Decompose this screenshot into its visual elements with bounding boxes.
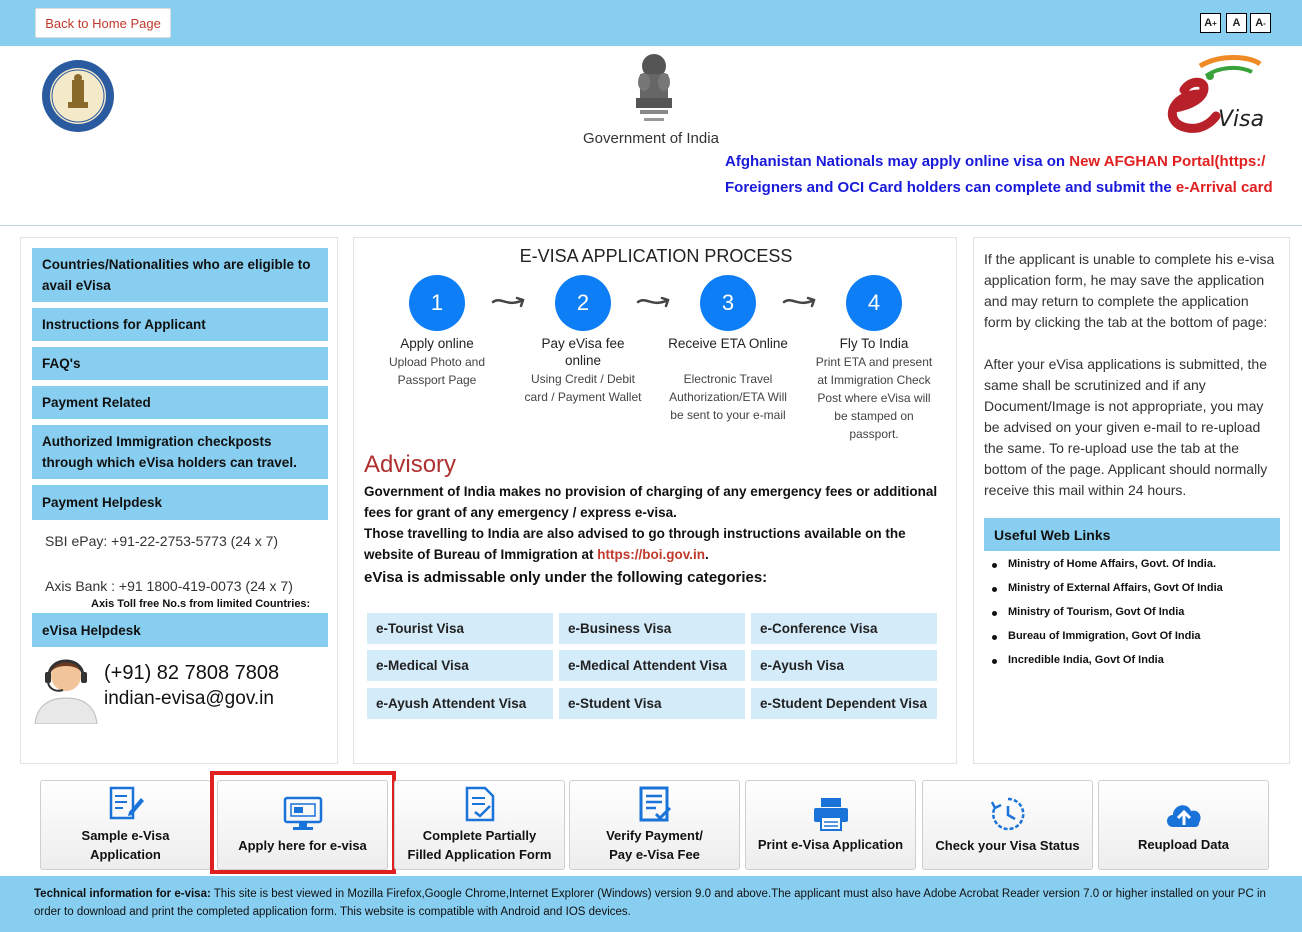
ticker-afghan-link[interactable]: New AFGHAN Portal(https:/ <box>1069 153 1266 170</box>
apply-button-highlight <box>210 771 396 874</box>
font-normal-label: A <box>1232 17 1241 29</box>
step-4-desc: Print ETA and present at Immigration Check Post where eVisa will be stamped on passport. <box>815 355 933 441</box>
ticker-earrival-text: Foreigners and OCI Card holders can complete and submit the <box>725 179 1176 196</box>
sidebar-item-faqs[interactable]: FAQ's <box>32 347 328 380</box>
link-external-affairs[interactable] <box>992 582 1223 594</box>
sbi-helpline: SBI ePay: +91-22-2753-5773 (24 x 7) <box>45 533 279 549</box>
link-home-affairs-label: Ministry of Home Affairs, Govt. Of India. <box>1008 558 1217 570</box>
axis-tollfree-link[interactable]: Axis Toll free No.s from limited Countries: <box>91 598 311 610</box>
technical-info-text: This site is best viewed in Mozilla Firefox,Google Chrome,Internet Explorer (Windows) version 9.0 and above.The applicant must also have Adobe Acrobat Reader version 7.0 or higher installed on your PC in order to download and print the completed application form. This website is compatible with Android and IOS devices. <box>34 888 1266 918</box>
reupload-info: After your eVisa applications is submitted, the same shall be scrutinized and if any Document/Image is not appropriate, you may be advised on your given e-mail to re-upload the same. To re-upload use the tab at the bottom of the page. Applicant should normally receive this mail within 24 hours. <box>984 356 1268 498</box>
advisory-line-2-text: Those travelling to India are also advised to go through instructions available on the website of Bureau of Immigration at <box>364 526 906 562</box>
visa-category-medical-attendent[interactable]: e-Medical Attendent Visa <box>559 650 745 681</box>
visa-category-ayush[interactable]: e-Ayush Visa <box>751 650 937 681</box>
link-home-affairs[interactable] <box>992 558 1216 570</box>
step-arrow-icon <box>782 292 818 312</box>
technical-info-bar <box>0 876 1302 932</box>
evisa-logo-icon <box>1160 54 1268 136</box>
font-decrease-label: A <box>1255 17 1264 29</box>
clock-history-icon <box>990 796 1026 832</box>
national-emblem-icon <box>630 52 678 130</box>
step-2-desc: Using Credit / Debit card / Payment Wallet <box>524 372 642 404</box>
advisory-line-2-end: . <box>705 547 709 562</box>
check-visa-status-button[interactable] <box>922 780 1093 870</box>
bureau-of-immigration-seal-icon <box>40 58 116 134</box>
visa-category-student[interactable]: e-Student Visa <box>559 688 745 719</box>
visa-category-medical[interactable]: e-Medical Visa <box>367 650 553 681</box>
verify-payment-label <box>606 826 703 864</box>
sample-evisa-label <box>82 826 170 864</box>
sample-evisa-line1: Sample e-Visa <box>81 828 170 843</box>
font-decrease-sup: - <box>1263 18 1266 28</box>
categories-heading: eVisa is admissable only under the following categories: <box>364 569 768 586</box>
document-check-icon <box>463 786 497 822</box>
visa-category-student-dependent[interactable]: e-Student Dependent Visa <box>751 688 937 719</box>
step-1-circle: 1 <box>409 275 465 331</box>
step-4-circle: 4 <box>846 275 902 331</box>
link-external-affairs-label: Ministry of External Affairs, Govt Of India <box>1008 582 1223 594</box>
useful-links-heading: Useful Web Links <box>984 518 1280 551</box>
font-increase-label: A <box>1204 17 1213 29</box>
evisa-logo-text: Visa <box>1218 107 1265 132</box>
verify-payment-line2: Pay e-Visa Fee <box>609 847 700 862</box>
footer-actions <box>20 766 1290 878</box>
bullet-icon <box>992 563 997 568</box>
font-increase-sup: + <box>1212 18 1217 28</box>
link-tourism-label: Ministry of Tourism, Govt Of India <box>1008 606 1185 618</box>
document-edit-icon <box>107 786 145 822</box>
back-to-home-button[interactable]: Back to Home Page <box>35 8 171 38</box>
step-3-circle: 3 <box>700 275 756 331</box>
step-1-title: Apply online <box>400 336 474 351</box>
step-2-circle: 2 <box>555 275 611 331</box>
left-panel <box>20 237 338 764</box>
process-title: E-VISA APPLICATION PROCESS <box>519 246 793 266</box>
visa-category-ayush-attendent[interactable]: e-Ayush Attendent Visa <box>367 688 553 719</box>
technical-info-label: Technical information for e-visa: <box>34 888 211 900</box>
check-visa-status-label: Check your Visa Status <box>935 837 1080 853</box>
print-evisa-label: Print e-Visa Application <box>757 836 904 852</box>
verify-payment-line1: Verify Payment/ <box>606 828 703 843</box>
sample-evisa-line2: Application <box>90 847 161 862</box>
complete-partial-line2: Filled Application Form <box>407 847 552 862</box>
advisory-line-1: Government of India makes no provision of charging of any emergency fees or additional fees for grant of any emergency / express e-visa. <box>364 484 938 520</box>
advisory-text <box>364 481 944 565</box>
advisory-line-2 <box>364 523 944 565</box>
boi-link[interactable]: https://boi.gov.in <box>597 547 706 562</box>
helpdesk-phone: (+91) 82 7808 7808 <box>104 662 280 684</box>
link-bureau-immigration-label: Bureau of Immigration, Govt Of India <box>1008 630 1201 642</box>
bullet-icon <box>992 611 997 616</box>
link-incredible-india[interactable] <box>992 654 1164 666</box>
printer-icon <box>812 797 850 831</box>
sidebar-item-evisa-helpdesk[interactable]: eVisa Helpdesk <box>32 613 328 647</box>
sidebar-item-eligible-countries[interactable]: Countries/Nationalities who are eligible to avail eVisa <box>32 248 328 302</box>
ticker-afghan[interactable] <box>725 153 1302 170</box>
visa-category-tourist[interactable]: e-Tourist Visa <box>367 613 553 644</box>
cloud-upload-icon <box>1163 797 1205 831</box>
font-decrease-button[interactable] <box>1250 13 1271 33</box>
visa-category-conference[interactable]: e-Conference Visa <box>751 613 937 644</box>
font-normal-button[interactable] <box>1226 13 1247 33</box>
save-application-info: If the applicant is unable to complete his e-visa application form, he may save the application and may return to complete the application form by clicking the tab at the bottom of page: <box>984 251 1275 330</box>
step-arrow-icon <box>636 292 672 312</box>
verify-payment-button[interactable] <box>569 780 740 870</box>
sidebar-item-checkposts[interactable]: Authorized Immigration checkposts through which eVisa holders can travel. <box>32 425 328 479</box>
ticker-earrival-link[interactable]: e-Arrival card <box>1175 179 1273 196</box>
ticker-earrival[interactable] <box>725 179 1302 196</box>
step-4-title: Fly To India <box>839 336 909 351</box>
step-1-desc: Upload Photo and Passport Page <box>388 355 486 387</box>
link-bureau-immigration[interactable] <box>992 630 1201 642</box>
step-2-title: Pay eVisa fee online <box>541 336 625 368</box>
complete-partial-form-label <box>408 826 552 864</box>
header <box>0 46 1302 226</box>
process-panel <box>353 237 957 764</box>
helpdesk-email[interactable]: indian-evisa@gov.in <box>104 688 274 709</box>
step-arrow-icon <box>491 292 527 312</box>
bullet-icon <box>992 659 997 664</box>
sidebar-item-payment-helpdesk[interactable]: Payment Helpdesk <box>32 485 328 520</box>
print-evisa-button[interactable] <box>745 780 916 870</box>
link-tourism[interactable] <box>992 606 1184 618</box>
complete-partial-form-button[interactable] <box>394 780 565 870</box>
apply-evisa-label: Apply here for e-visa <box>238 837 367 853</box>
font-increase-button[interactable] <box>1200 13 1221 33</box>
helpdesk-agent-icon <box>31 650 101 724</box>
sidebar-item-payment-related[interactable]: Payment Related <box>32 386 328 419</box>
clipboard-check-icon <box>638 786 672 822</box>
reupload-data-label: Reupload Data <box>1137 836 1229 852</box>
bullet-icon <box>992 587 997 592</box>
advisory-title: Advisory <box>364 451 457 478</box>
step-3-title: Receive ETA Online <box>668 336 788 351</box>
government-of-india-text: Government of India <box>583 130 719 147</box>
bullet-icon <box>992 635 997 640</box>
step-3-desc: Electronic Travel Authorization/ETA Will be sent to your e-mail <box>669 372 787 422</box>
link-incredible-india-label: Incredible India, Govt Of India <box>1008 654 1164 666</box>
right-panel <box>973 237 1290 764</box>
reupload-data-button[interactable] <box>1098 780 1269 870</box>
sidebar-item-instructions[interactable]: Instructions for Applicant <box>32 308 328 341</box>
ticker-afghan-text: Afghanistan Nationals may apply online visa on <box>725 153 1070 170</box>
axis-helpline: Axis Bank : +91 1800-419-0073 (24 x 7) <box>45 578 293 594</box>
sample-evisa-button[interactable] <box>40 780 211 870</box>
visa-category-business[interactable]: e-Business Visa <box>559 613 745 644</box>
top-bar <box>0 0 1302 46</box>
complete-partial-line1: Complete Partially <box>422 828 537 843</box>
